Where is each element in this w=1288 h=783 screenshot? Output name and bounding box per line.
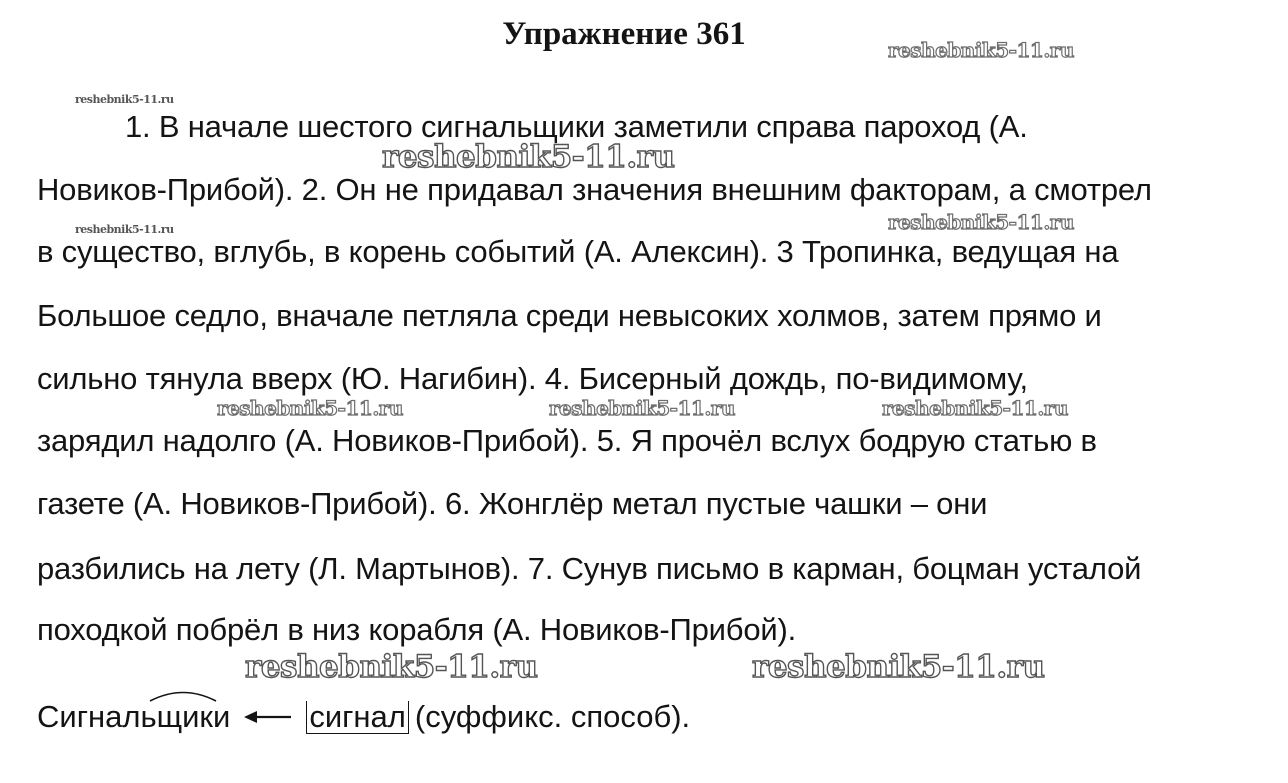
watermark: reshebnik5-11.ru (752, 649, 1045, 685)
page-title: Упражнение 361 (502, 16, 746, 52)
text-line: походкой побрёл в низ корабля (А. Новиков-Прибой). (37, 612, 797, 647)
text-line: сильно тянула вверх (Ю. Нагибин). 4. Бисерный дождь, по-видимому, (37, 361, 1028, 396)
text-line: Новиков-Прибой). 2. Он не придавал значения внешним факторам, а смотрел (37, 172, 1152, 207)
word-formation-line (37, 697, 690, 737)
watermark: reshebnik5-11.ru (75, 93, 174, 106)
watermark: reshebnik5-11.ru (888, 38, 1074, 62)
text-line: Большое седло, вначале петляла среди невысоких холмов, затем прямо и (37, 298, 1102, 333)
watermark: reshebnik5-11.ru (888, 210, 1074, 234)
watermark: reshebnik5-11.ru (75, 223, 174, 236)
derived-word: Сигнальщики (37, 699, 231, 734)
text-line: газете (А. Новиков-Прибой). 6. Жонглёр метал пустые чашки – они (37, 486, 988, 521)
watermark: reshebnik5-11.ru (549, 396, 735, 420)
watermark: reshebnik5-11.ru (382, 139, 675, 175)
text-line: зарядил надолго (А. Новиков-Прибой). 5. Я прочёл вслух бодрую статью в (37, 423, 1097, 458)
watermark: reshebnik5-11.ru (245, 649, 538, 685)
base-word: сигнал (306, 701, 409, 734)
formation-note: (суффикс. способ). (414, 699, 691, 734)
watermark: reshebnik5-11.ru (217, 396, 403, 420)
text-line: разбились на лету (Л. Мартынов). 7. Сунув письмо в карман, боцман усталой (37, 551, 1142, 586)
text-line: в существо, вглубь, в корень событий (А. Алексин). 3 Тропинка, ведущая на (37, 234, 1119, 269)
watermark: reshebnik5-11.ru (882, 396, 1068, 420)
arrow-left-icon (244, 707, 292, 727)
text-line: 1. В начале шестого сигнальщики заметили справа пароход (А. (125, 109, 1028, 144)
